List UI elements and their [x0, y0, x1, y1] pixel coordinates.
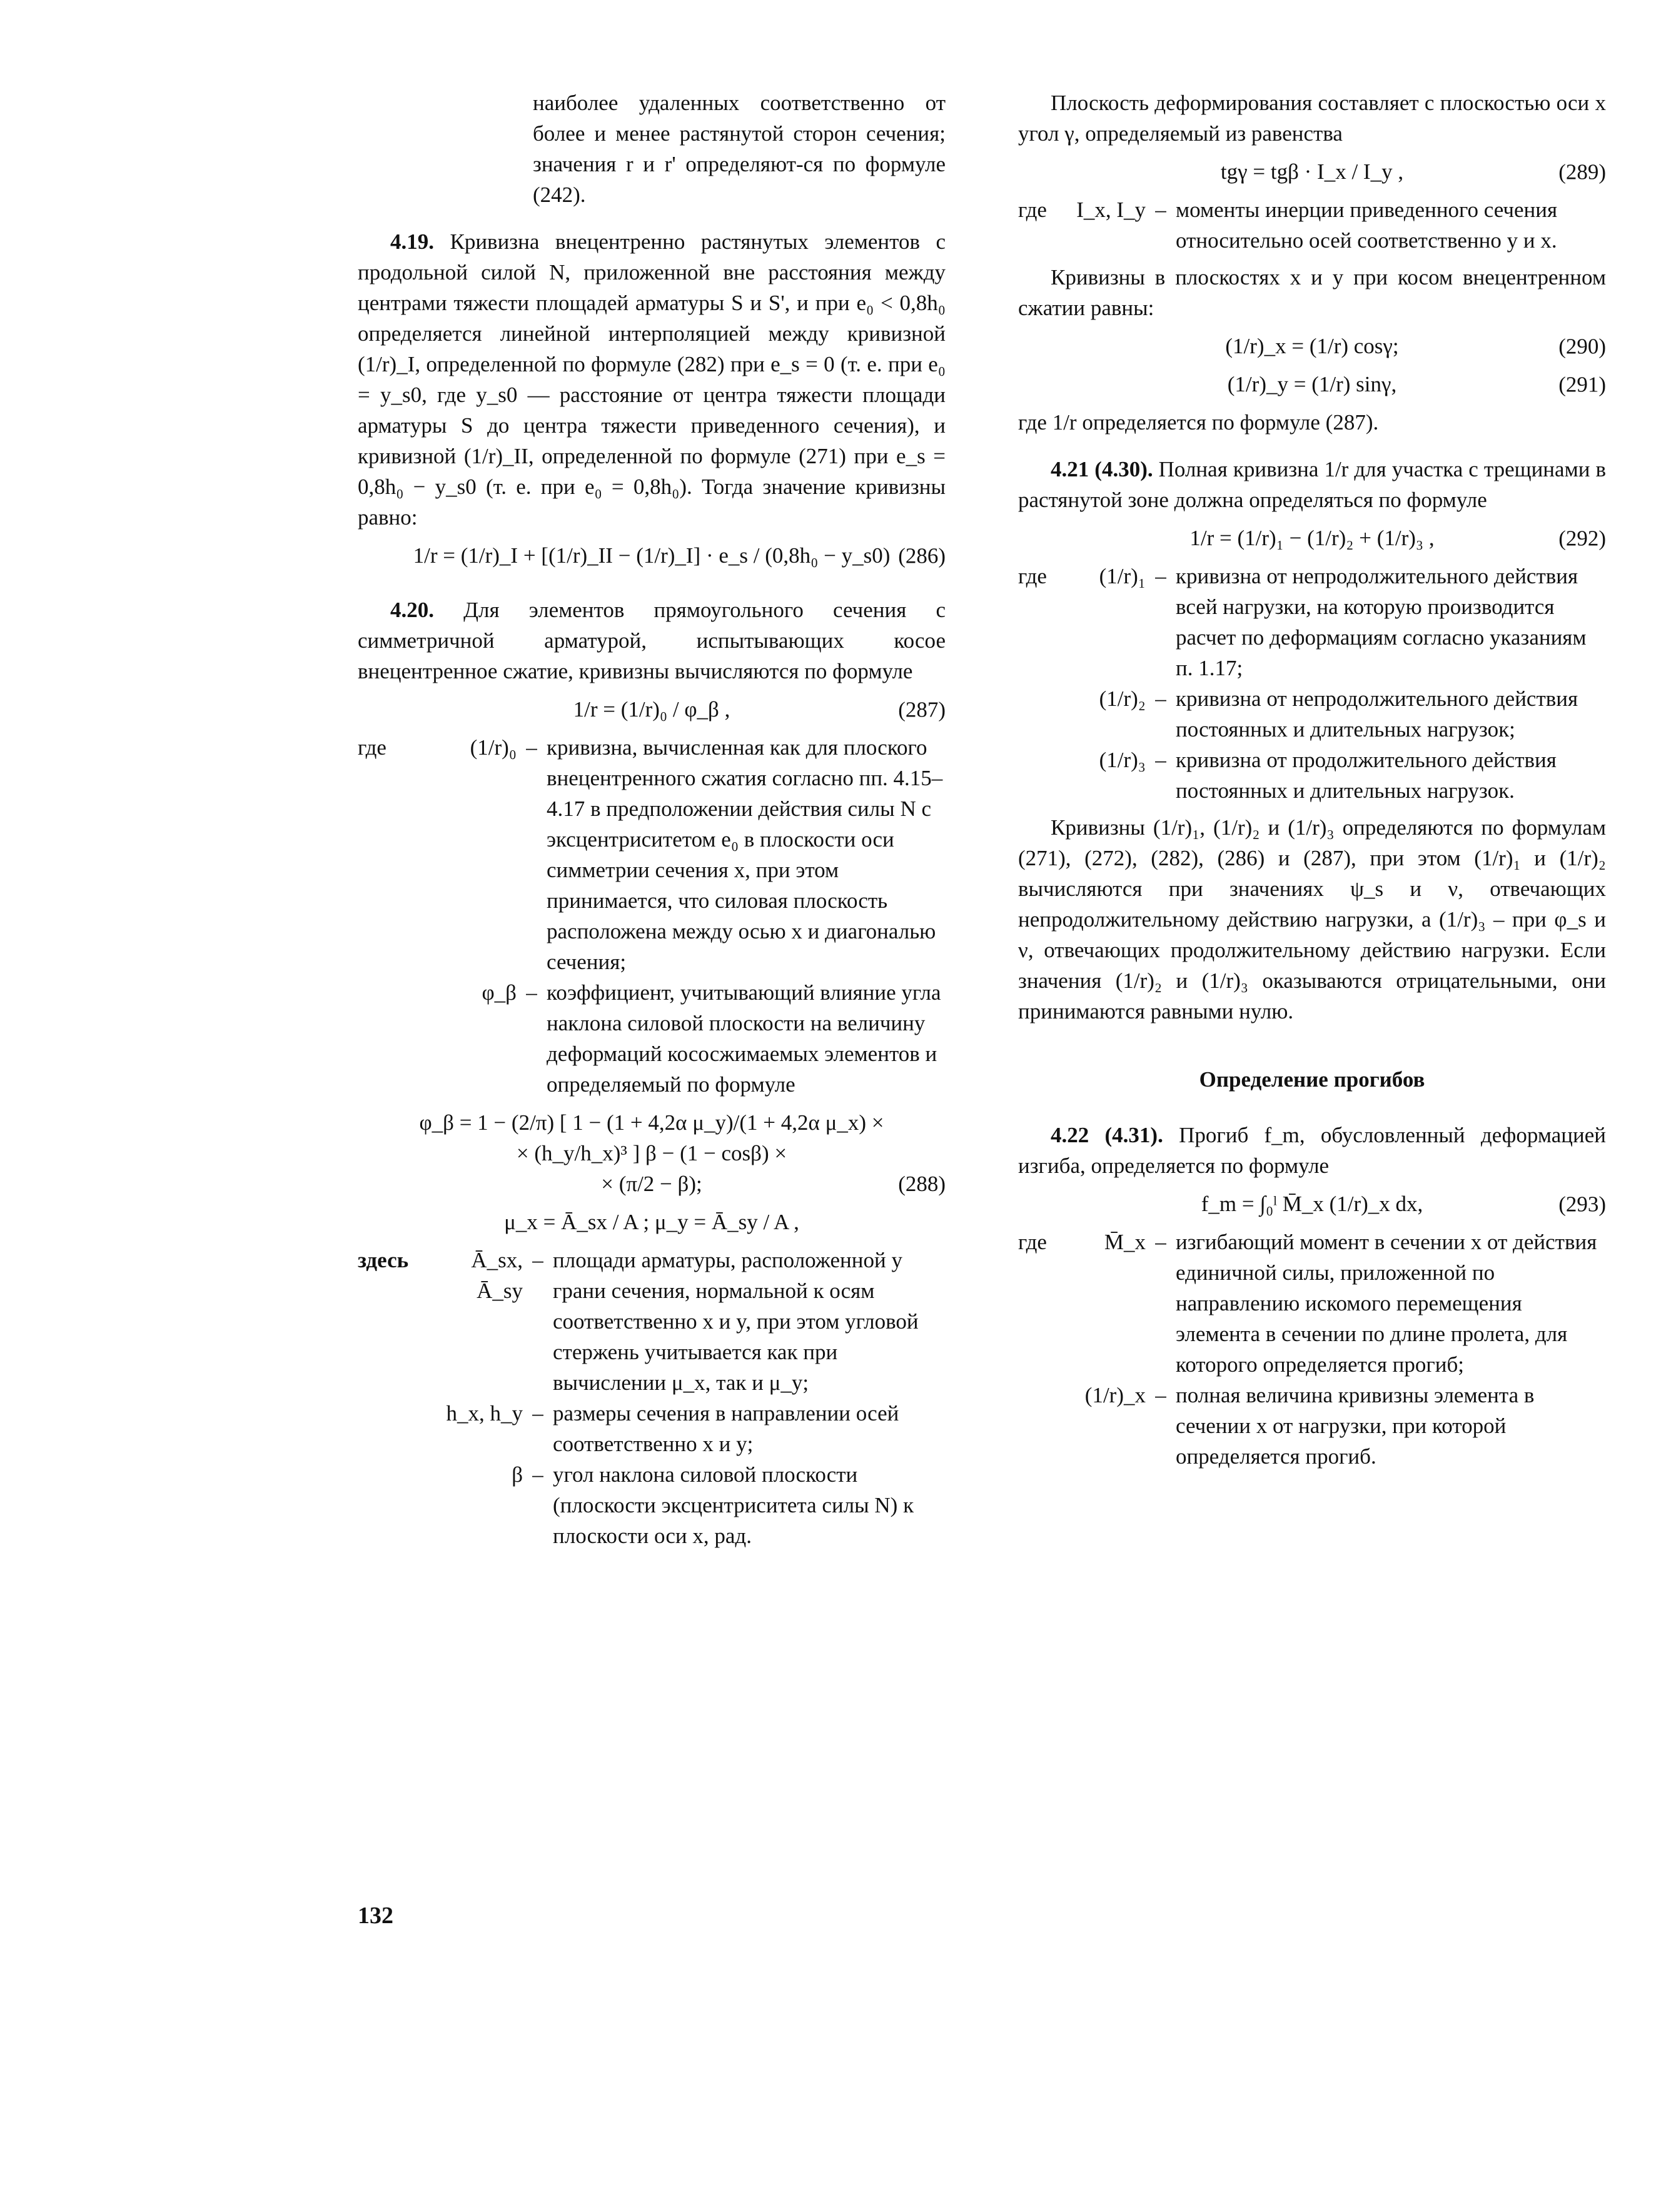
equation-body: 1/r = (1/r)₁ − (1/r)₂ + (1/r)₃ , [1189, 526, 1435, 550]
def-symbol: φ_β [482, 980, 517, 1005]
section-text: Полная кривизна 1/r для участка с трещинами в растянутой зоне должна определяться по формуле [1018, 457, 1607, 512]
definitions-287 [358, 732, 946, 1100]
def-label: где [1018, 564, 1047, 588]
section-heading: Определение прогибов [1199, 1067, 1425, 1092]
equation-body: μ_x = Ā_sx / A ; μ_y = Ā_sy / A , [504, 1210, 799, 1234]
section-text: Кривизна внецентренно растянутых элементов с продольной силой N, приложенной вне расстояния между центрами тяжести площадей арматуры S и S', и при e₀ < 0,8h₀ определяется линейной интерполяцией между кривизной (1/r)_I, определенной по формуле (282) при e_s = 0 (т. е. при e₀ = y_s0, где y_s0 — расстояние от центра тяжести площади арматуры S до центра тяжести приведенного сечения), и кривизной (1/r)_II, определенной по формуле (271) при e_s = 0,8h₀ − y_s0 (т. е. при e₀ = 0,8h₀). Тогда значение кривизны равно: [358, 229, 946, 530]
equation-292 [1018, 523, 1606, 553]
def-text: кривизна от продолжительного действия постоянных и длительных нагрузок. [1176, 748, 1557, 803]
def-label: где [358, 735, 386, 760]
equation-body: f_m = ∫₀ˡ M̄_x (1/r)_x dx, [1201, 1192, 1423, 1216]
def-dash: – [1155, 686, 1166, 711]
equation-line: φ_β = 1 − (2/π) [ 1 − (1 + 4,2α μ_y)/(1 + 4,2α μ_x) × [419, 1110, 884, 1135]
def-dash: – [532, 1401, 543, 1425]
equation-291 [1018, 369, 1606, 400]
def-symbol: (1/r)₁ [1099, 564, 1146, 588]
def-text: площади арматуры, расположенной у грани сечения, нормальной к осям соответственно x и y, при этом угловой стержень учитывается как при вычислении μ_x, так и μ_y; [553, 1248, 919, 1395]
equation-number: (290) [1558, 334, 1606, 358]
equation-number: (286) [898, 543, 946, 568]
paragraph: Кривизны в плоскостях x и y при косом внецентренном сжатии равны: [1018, 265, 1606, 320]
section-text: Для элементов прямоугольного сечения с симметричной арматурой, испытывающих косое внецентренное сжатие, кривизны вычисляются по формуле [358, 598, 946, 683]
def-dash: – [1155, 564, 1166, 588]
def-text: кривизна, вычисленная как для плоского внецентренного сжатия согласно пп. 4.15–4.17 в предположении действия силы N с эксцентриситетом e₀ в плоскости оси симметрии сечения x, при этом принимается, что силовая плоскость расположена между осью x и диагональю сечения; [547, 735, 943, 974]
equation-body: 1/r = (1/r)₀ / φ_β , [573, 697, 730, 721]
def-label: где [1018, 1230, 1047, 1254]
def-label: здесь [358, 1248, 409, 1272]
def-dash: – [1155, 1230, 1166, 1254]
equation-line: × (π/2 − β); [601, 1172, 702, 1196]
def-label [358, 977, 408, 1100]
def-label [1018, 1380, 1068, 1472]
def-symbol: I_x, I_y [1076, 198, 1146, 222]
equation-number: (287) [898, 697, 946, 721]
def-label [358, 1459, 427, 1551]
def-symbol: (1/r)₃ [1099, 748, 1146, 772]
def-label [1018, 683, 1068, 745]
def-text: размеры сечения в направлении осей соответственно x и y; [553, 1401, 899, 1456]
def-text: кривизна от непродолжительного действия постоянных и длительных нагрузок; [1176, 686, 1578, 742]
def-label [1018, 745, 1068, 806]
paragraph: где 1/r определяется по формуле (287). [1018, 410, 1379, 435]
definitions-288 [358, 1245, 946, 1551]
equation-number: (288) [898, 1172, 946, 1196]
equation-number: (293) [1558, 1192, 1606, 1216]
def-dash: – [1155, 748, 1166, 772]
def-text: моменты инерции приведенного сечения относительно осей соответственно y и x. [1176, 198, 1558, 253]
section-number: 4.21 (4.30). [1051, 457, 1153, 481]
def-symbol: M̄_x [1104, 1230, 1146, 1254]
def-symbol: h_x, h_y [446, 1401, 523, 1425]
equation-288 [358, 1107, 946, 1199]
equation-293 [1018, 1189, 1606, 1219]
equation-number: (292) [1558, 526, 1606, 550]
equation-body: tgγ = tgβ · I_x / I_y , [1220, 159, 1404, 184]
def-text: полная величина кривизны элемента в сечении x от нагрузки, при которой определяется прогиб. [1176, 1383, 1535, 1469]
def-symbol: Ā_sx, Ā_sy [471, 1248, 523, 1303]
def-text: изгибающий момент в сечении x от действия единичной силы, приложенной по направлению искомого перемещения элемента в сечении по длине пролета, для которого определяется прогиб; [1176, 1230, 1597, 1377]
def-symbol: (1/r)₂ [1099, 686, 1146, 711]
definitions-293 [1018, 1227, 1606, 1472]
section-number: 4.19. [390, 229, 434, 254]
equation-288-mu [358, 1207, 946, 1237]
def-label: где [1018, 198, 1047, 222]
page-number: 132 [358, 1903, 393, 1929]
def-dash: – [526, 980, 537, 1005]
section-number: 4.22 (4.31). [1051, 1123, 1163, 1147]
equation-number: (291) [1558, 372, 1606, 396]
section-4-22 [1018, 1120, 1606, 1181]
right-column [1018, 88, 1606, 1478]
def-dash: – [1155, 1383, 1166, 1407]
section-4-21 [1018, 454, 1606, 515]
def-label [358, 1398, 427, 1459]
equation-body: (1/r)_x = (1/r) cosγ; [1225, 334, 1399, 358]
def-dash: – [526, 735, 537, 760]
left-column [358, 88, 946, 1557]
equation-body: 1/r = (1/r)_I + [(1/r)_II − (1/r)_I] · e_s / (0,8h₀ − y_s0) [413, 543, 891, 568]
equation-body: (1/r)_y = (1/r) sinγ, [1227, 372, 1397, 396]
equation-286 [358, 540, 946, 571]
equation-number: (289) [1558, 159, 1606, 184]
def-symbol: (1/r)₀ [470, 735, 517, 760]
intro-paragraph: Плоскость деформирования составляет с плоскостью оси x угол γ, определяемый из равенства [1018, 91, 1606, 146]
def-text: кривизна от непродолжительного действия всей нагрузки, на которую производится расчет по деформациям согласно указаниям п. 1.17; [1176, 564, 1587, 680]
section-number: 4.20. [390, 598, 434, 622]
def-symbol: β [512, 1462, 523, 1487]
def-dash: – [532, 1248, 543, 1272]
equation-287 [358, 694, 946, 725]
def-dash: – [1155, 198, 1166, 222]
paragraph: Кривизны (1/r)₁, (1/r)₂ и (1/r)₃ определяются по формулам (271), (272), (282), (286) и (287), при этом (1/r)₁ и (1/r)₂ вычисляются при значениях ψ_s и ν, отвечающих непродолжительному действию нагрузки, а (1/r)₃ – при φ_s и ν, отвечающих продолжительному действию нагрузки. Если значения (1/r)₂ и (1/r)₃ оказываются отрицательными, они принимаются равными нулю. [1018, 815, 1606, 1023]
def-symbol: (1/r)_x [1084, 1383, 1146, 1407]
def-text: коэффициент, учитывающий влияние угла наклона силовой плоскости на величину деформаций кососжимаемых элементов и определяемый по формуле [547, 980, 941, 1097]
definitions-292 [1018, 561, 1606, 806]
section-4-20 [358, 595, 946, 686]
section-text: Прогиб f_m, обусловленный деформацией изгиба, определяется по формуле [1018, 1123, 1607, 1178]
def-text: угол наклона силовой плоскости (плоскости эксцентриситета силы N) к плоскости оси x, рад. [553, 1462, 914, 1548]
equation-290 [1018, 331, 1606, 361]
intro-paragraph: наиболее удаленных соответственно от более и менее растянутой сторон сечения; значения r и r' определяют-ся по формуле (242). [533, 91, 946, 207]
equation-line: × (h_y/h_x)³ ] β − (1 − cosβ) × [516, 1141, 787, 1165]
section-4-19 [358, 226, 946, 533]
definitions-289 [1018, 194, 1606, 256]
def-dash: – [532, 1462, 543, 1487]
equation-289 [1018, 156, 1606, 187]
